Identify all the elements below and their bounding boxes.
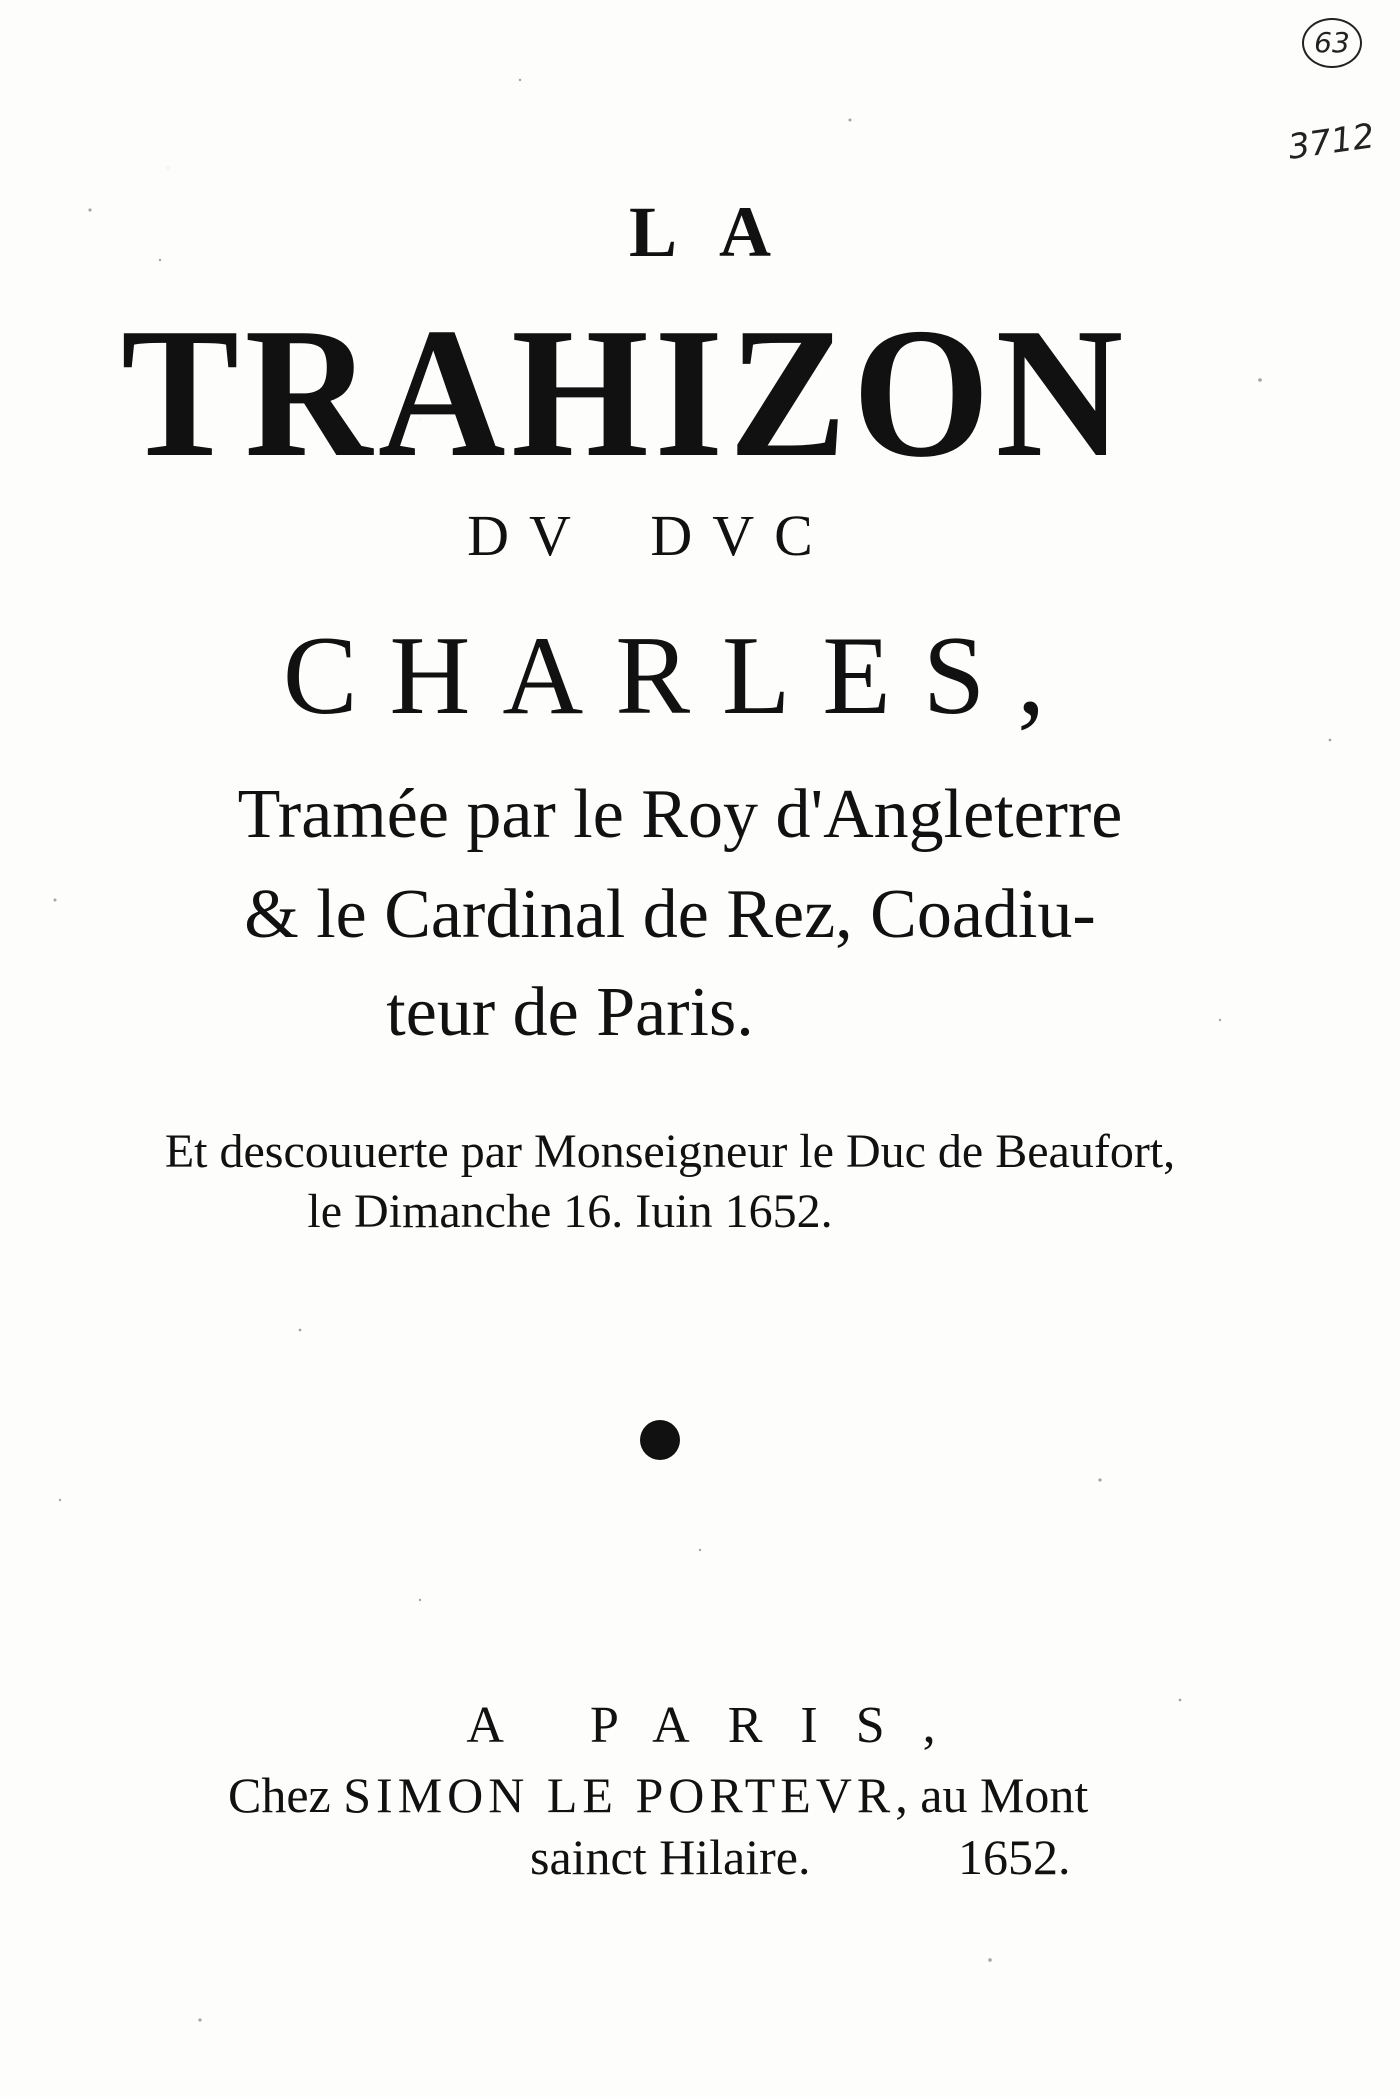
imprint-location-a: , au Mont — [895, 1767, 1089, 1823]
discovery-line-1: Et descouuerte par Monseigneur le Duc de Beaufort, — [164, 1125, 1176, 1178]
imprint-publisher-line — [228, 1767, 1089, 1823]
subtitle-line-1: Tramée par le Roy d'Angleterre — [237, 776, 1123, 853]
shelf-mark-annotation: 63 — [1302, 18, 1362, 68]
number-annotation: 3712 — [1285, 116, 1377, 168]
imprint-location-b: sainct Hilaire. — [530, 1829, 811, 1885]
title-connector: DV DVC — [467, 503, 833, 568]
printer-ornament — [640, 1420, 680, 1460]
imprint-chez: Chez — [228, 1767, 331, 1823]
subtitle-line-2: & le Cardinal de Rez, Coadiu- — [244, 876, 1096, 953]
imprint-city: A PARIS, — [466, 1697, 974, 1754]
title-name: CHARLES, — [282, 614, 1078, 738]
subtitle-line-3: teur de Paris. — [386, 974, 754, 1051]
discovery-line-2: le Dimanche 16. Iuin 1652. — [307, 1185, 833, 1238]
title-main: TRAHIZON — [121, 290, 1129, 496]
title-article: LA — [628, 192, 814, 272]
imprint-publisher: SIMON LE PORTEVR — [343, 1767, 896, 1823]
imprint-year: 1652. — [958, 1829, 1071, 1885]
